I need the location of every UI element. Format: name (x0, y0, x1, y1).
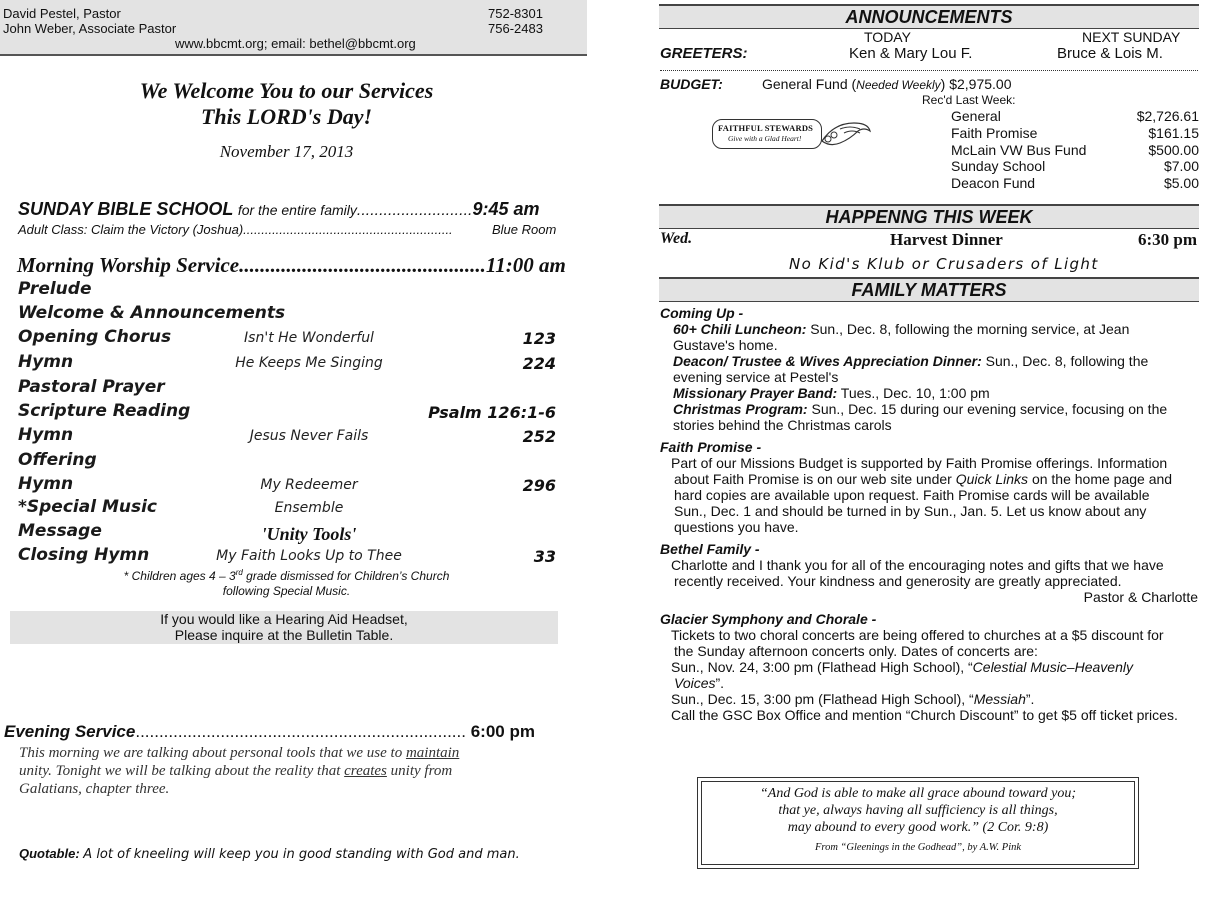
bible-school-title: SUNDAY BIBLE SCHOOL (18, 199, 234, 219)
hearing-line1: If you would like a Hearing Aid Headset, (160, 611, 408, 627)
welcome-line1: We Welcome You to our Services (139, 78, 434, 103)
glacier-l4b: ”. (715, 675, 725, 691)
today-label: TODAY (864, 29, 911, 45)
worship-item-number: Psalm 126:1-6 (428, 403, 556, 422)
evening-text2: unity. Tonight we will be talking about the reality that (19, 763, 345, 779)
happening-time: 6:30 pm (1138, 230, 1198, 249)
happening-day: Wed. (660, 230, 693, 247)
christmas-program-label: Christmas Program: (673, 401, 808, 417)
family-matters-header: FAMILY MATTERS (659, 277, 1199, 302)
hearing-aid-notice (10, 611, 558, 644)
greeters-next: Bruce & Lois M. (1057, 45, 1163, 62)
logo-line2: Give with a Glad Heart! (728, 134, 802, 143)
quote-text (698, 785, 1138, 836)
glacier-l5a: Sun., Dec. 15, 3:00 pm (Flathead High School), “ (671, 691, 974, 707)
hearing-line2: Please inquire at the Bulletin Table. (174, 627, 394, 643)
glacier-l3a: Sun., Nov. 24, 3:00 pm (Flathead High School), “ (671, 659, 973, 675)
pastor-name: David Pestel, Pastor (3, 6, 121, 21)
worship-item-label: Welcome & Announcements (18, 303, 286, 323)
christmas-program-text2: stories behind the Christmas carols (673, 417, 892, 433)
web-email[interactable]: www.bbcmt.org; email: bethel@bbcmt.org (175, 36, 416, 51)
faith-promise-l1: Part of our Missions Budget is supported by Faith Promise offerings. Information (671, 455, 1168, 471)
worship-item-title: Ensemble (274, 500, 344, 516)
quotable-label: Quotable: (19, 846, 80, 861)
worship-item-label: Hymn (18, 474, 74, 494)
worship-item-number: 123 (522, 329, 556, 348)
worship-item-title: Isn't He Wonderful (244, 330, 374, 346)
greeters-today: Ken & Mary Lou F. (849, 45, 973, 62)
coming-up-title: Coming Up - (660, 305, 744, 321)
evening-dots: ...................................................................... (135, 722, 466, 741)
worship-item-number: 296 (522, 476, 556, 495)
children-note-c: following Special Music. (222, 584, 351, 598)
next-sunday-label: NEXT SUNDAY (1082, 29, 1181, 45)
glacier-l4i: Voices (674, 675, 716, 691)
evening-description (19, 744, 459, 798)
faith-promise-l3: hard copies are available upon request. Faith Promise cards will be available (674, 487, 1150, 503)
worship-time: 11:00 am (485, 253, 566, 277)
happening-event: Harvest Dinner (890, 230, 1003, 249)
worship-title: Morning Worship Service (17, 253, 240, 277)
glacier-l1: Tickets to two choral concerts are being offered to churches at a $5 discount for (671, 627, 1164, 643)
greeters-label: GREETERS: (660, 45, 748, 62)
fund-name: Deacon Fund (951, 175, 1036, 192)
fund-name: Faith Promise (951, 124, 1038, 141)
worship-item-label: Message (18, 521, 102, 541)
glacier-l5b: ”. (1025, 691, 1035, 707)
evening-text2-b: unity from (386, 763, 453, 779)
adult-class: Adult Class: Claim the Victory (Joshua).......................................................... (18, 222, 453, 237)
worship-item-label: Closing Hymn (18, 545, 150, 565)
worship-item-title: Jesus Never Fails (249, 428, 369, 444)
deacon-dinner-text2: evening service at Pestel's (673, 369, 839, 385)
worship-item-title: My Redeemer (260, 477, 358, 493)
assoc-pastor-name: John Weber, Associate Pastor (3, 21, 177, 36)
budget-needed-weekly: Needed Weekly (856, 78, 941, 92)
fund-name: General (951, 108, 1001, 124)
fund-amount: $2,726.61 (1136, 108, 1199, 124)
budget-amount: ) $2,975.00 (940, 76, 1012, 92)
fund-name: Sunday School (951, 158, 1046, 175)
glacier-l2: the Sunday afternoon concerts only. Dates of concerts are: (674, 643, 1038, 659)
bible-school-sub: for the entire family (237, 202, 357, 218)
bethel-family-title: Bethel Family - (660, 541, 760, 557)
glacier-l5i: Messiah (973, 691, 1026, 707)
fund-amount: $5.00 (1163, 175, 1199, 192)
worship-dots: ............................................... (239, 253, 486, 277)
children-note (0, 565, 573, 599)
chili-luncheon-text2: Gustave's home. (673, 337, 778, 353)
evening-time: 6:00 pm (470, 722, 535, 741)
happening-header: HAPPENNG THIS WEEK (659, 204, 1199, 229)
faith-promise-l2a: about Faith Promise is on our web site under (674, 471, 956, 487)
worship-item-label: Hymn (18, 352, 74, 372)
worship-item-number: 224 (522, 354, 556, 373)
assoc-pastor-phone: 756-2483 (488, 21, 543, 36)
evening-text1: This morning we are talking about personal tools that we use to (19, 745, 406, 761)
evening-title: Evening Service (4, 722, 136, 741)
scripture-quote-box (697, 777, 1139, 869)
budget-gf: General Fund ( (762, 76, 857, 92)
family-matters-body (660, 305, 1198, 723)
worship-item-title: My Faith Looks Up to Thee (216, 548, 402, 564)
welcome-line2: This LORD's Day! (200, 104, 373, 129)
deacon-dinner-text: Sun., Dec. 8, following the (981, 353, 1149, 369)
service-date: November 17, 2013 (219, 142, 354, 161)
worship-item-number: 252 (522, 427, 556, 446)
faith-promise-l2b: on the home page and (1028, 471, 1173, 487)
chili-luncheon-label: 60+ Chili Luncheon: (673, 321, 807, 337)
recd-last-week: Rec'd Last Week: (922, 93, 1016, 107)
worship-item-label: Pastoral Prayer (18, 377, 165, 397)
evening-text2-u: creates (344, 763, 387, 779)
worship-heading (17, 253, 566, 278)
worship-item-label: Offering (18, 450, 97, 470)
cornucopia-icon (820, 117, 872, 151)
children-note-b: grade dismissed for Children’s Church (242, 569, 450, 583)
faith-promise-l5: questions you have. (674, 519, 799, 535)
quote-l1: “And God is able to make all grace abound toward you; (759, 786, 1076, 801)
quotable-text: A lot of kneeling will keep you in good standing with God and man. (83, 847, 520, 862)
quotable (19, 846, 520, 862)
bible-school-time: 9:45 am (472, 199, 540, 219)
divider (660, 70, 1198, 71)
glacier-l6: Call the GSC Box Office and mention “Church Discount” to get $5 off ticket prices. (671, 707, 1178, 723)
worship-item-title: 'Unity Tools' (261, 524, 357, 544)
evening-text3: Galatians, chapter three. (19, 781, 170, 797)
children-note-sup: rd (235, 568, 243, 577)
announcements-header: ANNOUNCEMENTS (659, 4, 1199, 29)
children-note-a: * Children ages 4 – 3 (123, 569, 236, 583)
quote-l2: that ye, always having all sufficiency is all things, (778, 803, 1058, 818)
glacier-l3i: Celestial Music–Heavenly (972, 659, 1133, 675)
quote-source: From “Gleenings in the Godhead”, by A.W. Pink (814, 842, 1022, 853)
faithful-stewards-logo (712, 117, 872, 153)
evening-heading (4, 722, 535, 742)
worship-item-label: Opening Chorus (18, 327, 172, 347)
quote-l3: may abound to every good work.” (2 Cor. 9:8) (787, 820, 1049, 835)
worship-item-label: Scripture Reading (18, 401, 191, 421)
worship-item-number: 33 (533, 547, 556, 566)
budget-general-fund (762, 76, 1012, 92)
happening-note: No Kid's Klub or Crusaders of Light (789, 255, 1099, 273)
worship-item-label: Prelude (18, 279, 92, 299)
evening-text1-u: maintain (405, 745, 460, 761)
deacon-dinner-label: Deacon/ Trustee & Wives Appreciation Dinner: (673, 353, 982, 369)
worship-item-title: He Keeps Me Singing (235, 355, 383, 371)
prayer-band-text: Tues., Dec. 10, 1:00 pm (837, 385, 990, 401)
pastor-phone: 752-8301 (488, 6, 543, 21)
faith-promise-l4: Sun., Dec. 1 and should be turned in by Sun., Jan. 5. Let us know about any (674, 503, 1147, 519)
worship-item-label: Hymn (18, 425, 74, 445)
bethel-family-signature: Pastor & Charlotte (1083, 589, 1198, 605)
fund-amount: $500.00 (1148, 141, 1199, 158)
bible-school-line (18, 199, 540, 220)
christmas-program-text: Sun., Dec. 15 during our evening service, focusing on the (807, 401, 1168, 417)
worship-item-label: *Special Music (18, 497, 157, 517)
fund-amount: $161.15 (1148, 124, 1199, 141)
quick-links: Quick Links (955, 471, 1029, 487)
fund-amount: $7.00 (1163, 158, 1199, 175)
glacier-symphony-title: Glacier Symphony and Chorale - (660, 611, 877, 627)
adult-class-room: Blue Room (492, 222, 557, 237)
fund-name: McLain VW Bus Fund (951, 141, 1087, 158)
faith-promise-title: Faith Promise - (660, 439, 762, 455)
bible-school-dots: .......................... (356, 202, 473, 219)
logo-line1: FAITHFUL STEWARDS (718, 123, 814, 133)
bethel-family-l1: Charlotte and I thank you for all of the encouraging notes and gifts that we have (671, 557, 1164, 573)
budget-label: BUDGET: (660, 76, 723, 92)
bethel-family-l2: recently received. Your kindness and generosity are greatly appreciated. (674, 573, 1122, 589)
prayer-band-label: Missionary Prayer Band: (673, 385, 838, 401)
chili-luncheon-text: Sun., Dec. 8, following the morning service, at Jean (806, 321, 1130, 337)
